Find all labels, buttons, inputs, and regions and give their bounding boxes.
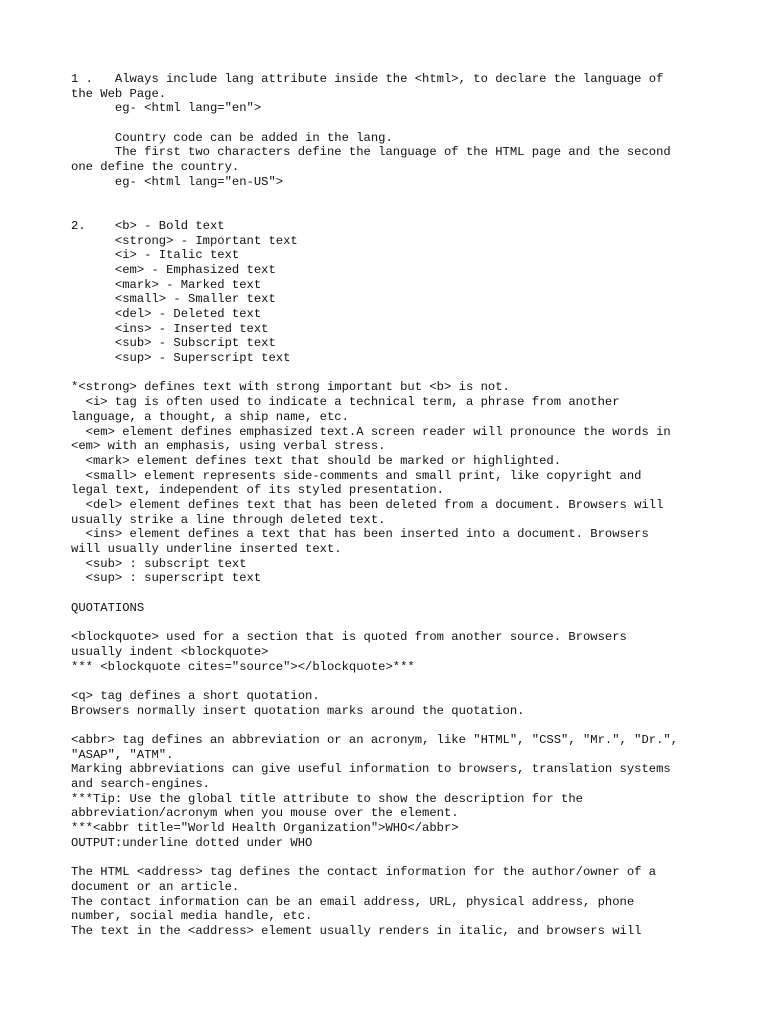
text-line: The first two characters define the language of the HTML page and the second: [71, 145, 671, 160]
text-line: The text in the <address> element usually renders in italic, and browsers will: [71, 923, 642, 938]
text-line: language, a thought, a ship name, etc.: [71, 409, 349, 424]
text-line: [71, 674, 711, 689]
text-line: *<strong> defines text with strong important but <b> is not.: [71, 380, 510, 395]
section-heading: QUOTATIONS: [71, 600, 145, 615]
text-line: <small> - Smaller text: [71, 292, 276, 307]
text-line: "ASAP", "ATM".: [71, 747, 174, 762]
text-line: document or an article.: [71, 879, 240, 894]
text-line: will usually underline inserted text.: [71, 542, 342, 556]
text-line: [71, 204, 711, 219]
document-page: [71, 72, 711, 939]
text-line: [71, 116, 711, 131]
text-line: [71, 718, 711, 733]
text-line: [71, 586, 711, 601]
text-line: [71, 850, 711, 865]
text-line: *** <blockquote cites="source"></blockquote>***: [71, 659, 415, 674]
text-line: abbreviation/acronym when you mouse over the element.: [71, 806, 459, 821]
text-line: <mark> - Marked text: [71, 277, 262, 292]
text-line: <mark> element defines text that should be marked or highlighted.: [71, 453, 562, 468]
text-line: usually strike a line through deleted text.: [71, 512, 386, 527]
text-line: one define the country.: [71, 160, 240, 175]
text-line: <del> - Deleted text: [71, 307, 262, 321]
text-line: <strong> - Important text: [71, 233, 298, 248]
text-line: <small> element represents side-comments and small print, like copyright and: [71, 468, 642, 483]
text-line: number, social media handle, etc.: [71, 909, 313, 924]
text-line: The contact information can be an email address, URL, physical address, phone: [71, 894, 635, 909]
text-line: eg- <html lang="en">: [71, 101, 262, 116]
text-line: <sup> - Superscript text: [71, 351, 291, 366]
text-line: eg- <html lang="en-US">: [71, 174, 284, 189]
text-line: <em> with an emphasis, using verbal stress.: [71, 439, 386, 454]
text-line: <sup> : superscript text: [71, 571, 262, 586]
text-line: <sub> : subscript text: [71, 556, 247, 571]
text-line: and search-engines.: [71, 777, 210, 791]
text-line: <i> tag is often used to indicate a technical term, a phrase from another: [71, 395, 620, 410]
text-line: <em> element defines emphasized text.A screen reader will pronounce the words in: [71, 424, 671, 439]
text-line: The HTML <address> tag defines the contact information for the author/owner of a: [71, 865, 657, 880]
text-line: OUTPUT:underline dotted under WHO: [71, 835, 313, 850]
text-line: ***<abbr title="World Health Organization">WHO</abbr>: [71, 821, 459, 836]
text-line: <em> - Emphasized text: [71, 262, 276, 277]
text-line: [71, 366, 711, 381]
text-line: <ins> element defines a text that has been inserted into a document. Browsers: [71, 527, 649, 542]
text-line: <abbr> tag defines an abbreviation or an acronym, like "HTML", "CSS", "Mr.", "Dr.",: [71, 732, 679, 747]
text-line: ***Tip: Use the global title attribute to show the description for the: [71, 791, 583, 806]
text-line: <del> element defines text that has been deleted from a document. Browsers will: [71, 497, 664, 512]
text-line: <blockquote> used for a section that is quoted from another source. Browsers: [71, 630, 627, 645]
text-line: 2. <b> - Bold text: [71, 218, 225, 233]
text-line: the Web Page.: [71, 86, 167, 101]
text-line: <q> tag defines a short quotation.: [71, 688, 320, 703]
text-line: usually indent <blockquote>: [71, 644, 269, 659]
text-line: Country code can be added in the lang.: [71, 130, 393, 145]
text-line: [71, 615, 711, 630]
text-line: <sub> - Subscript text: [71, 336, 276, 351]
text-line: 1 . Always include lang attribute inside the <html>, to declare the language of: [71, 72, 664, 86]
text-line: [71, 190, 711, 205]
text-line: Browsers normally insert quotation marks around the quotation.: [71, 703, 525, 718]
text-line: legal text, independent of its styled presentation.: [71, 483, 444, 498]
text-line: <i> - Italic text: [71, 248, 240, 263]
text-line: Marking abbreviations can give useful information to browsers, translation systems: [71, 762, 671, 777]
text-line: <ins> - Inserted text: [71, 321, 269, 336]
